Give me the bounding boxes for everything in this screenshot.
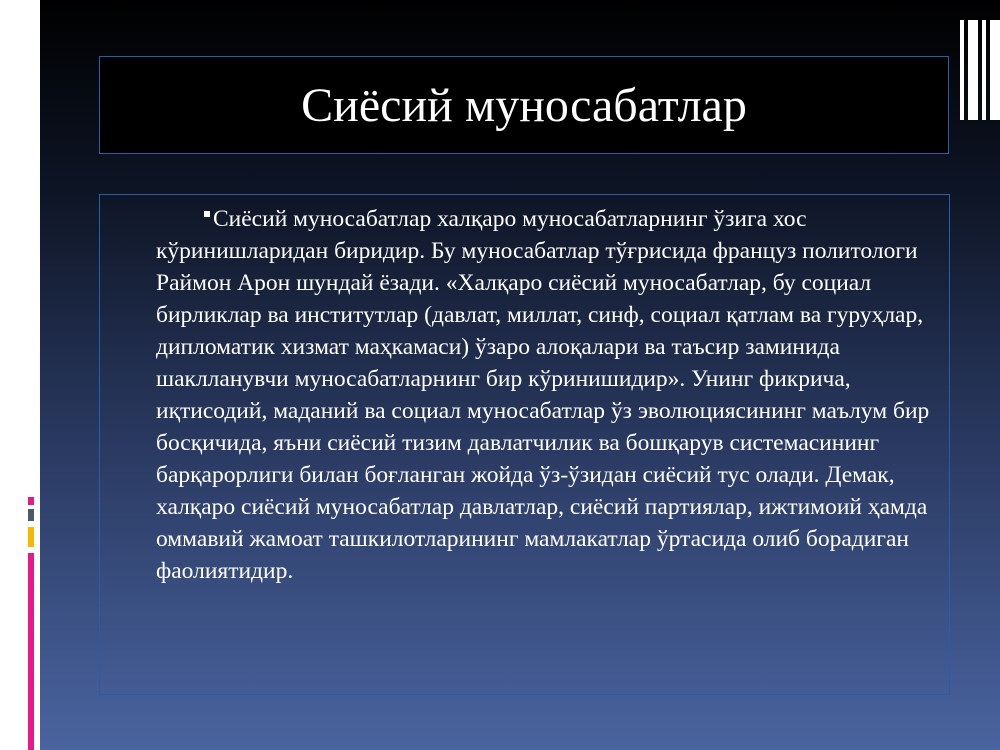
- body-paragraph: [156, 203, 946, 587]
- title-box: [99, 56, 949, 154]
- body-text: Сиёсий муносабатлар халқаро муносабатларнинг ўзига хос кўринишларидан биридир. Бу муносабатлар тўғрисида француз политологи Раймон Арон шундай ёзади. «Халқаро сиёсий муносабатлар, бу социал бирликлар ва институтлар (давлат, миллат, синф, социал қатлам ва гуруҳлар, дипломатик хизмат маҳкамаси) ўзаро алоқалари ва таъсир заминида шаклланувчи муносабатларнинг бир кўринишидир». Унинг фикрича, иқтисодий, маданий ва социал муносабатлар ўз эволюциясининг маълум бир босқичида, яъни сиёсий тизим давлатчилик ва бошқарув системасининг барқарорлиги билан боғланган жойда ўз-ўзидан сиёсий тус олади. Демак, халқаро сиёсий муносабатлар давлатлар, сиёсий партиялар, ижтимоий ҳамда оммавий жамоат ташкилотларининг мамлакатлар ўртасида олиб борадиган фаолиятидир.: [156, 206, 930, 584]
- deco-yellow-mark: [28, 527, 34, 547]
- decorative-bars: [960, 20, 1000, 120]
- deco-gray-mark: [28, 509, 34, 521]
- content-box: [99, 194, 950, 695]
- slide: [40, 0, 1000, 750]
- slide-title: Сиёсий муносабатлар: [301, 78, 747, 132]
- deco-pink-mark-top: [28, 497, 34, 505]
- deco-pink-bar: [28, 553, 34, 750]
- bullet-icon: [204, 211, 210, 217]
- left-margin-strip: [0, 0, 40, 750]
